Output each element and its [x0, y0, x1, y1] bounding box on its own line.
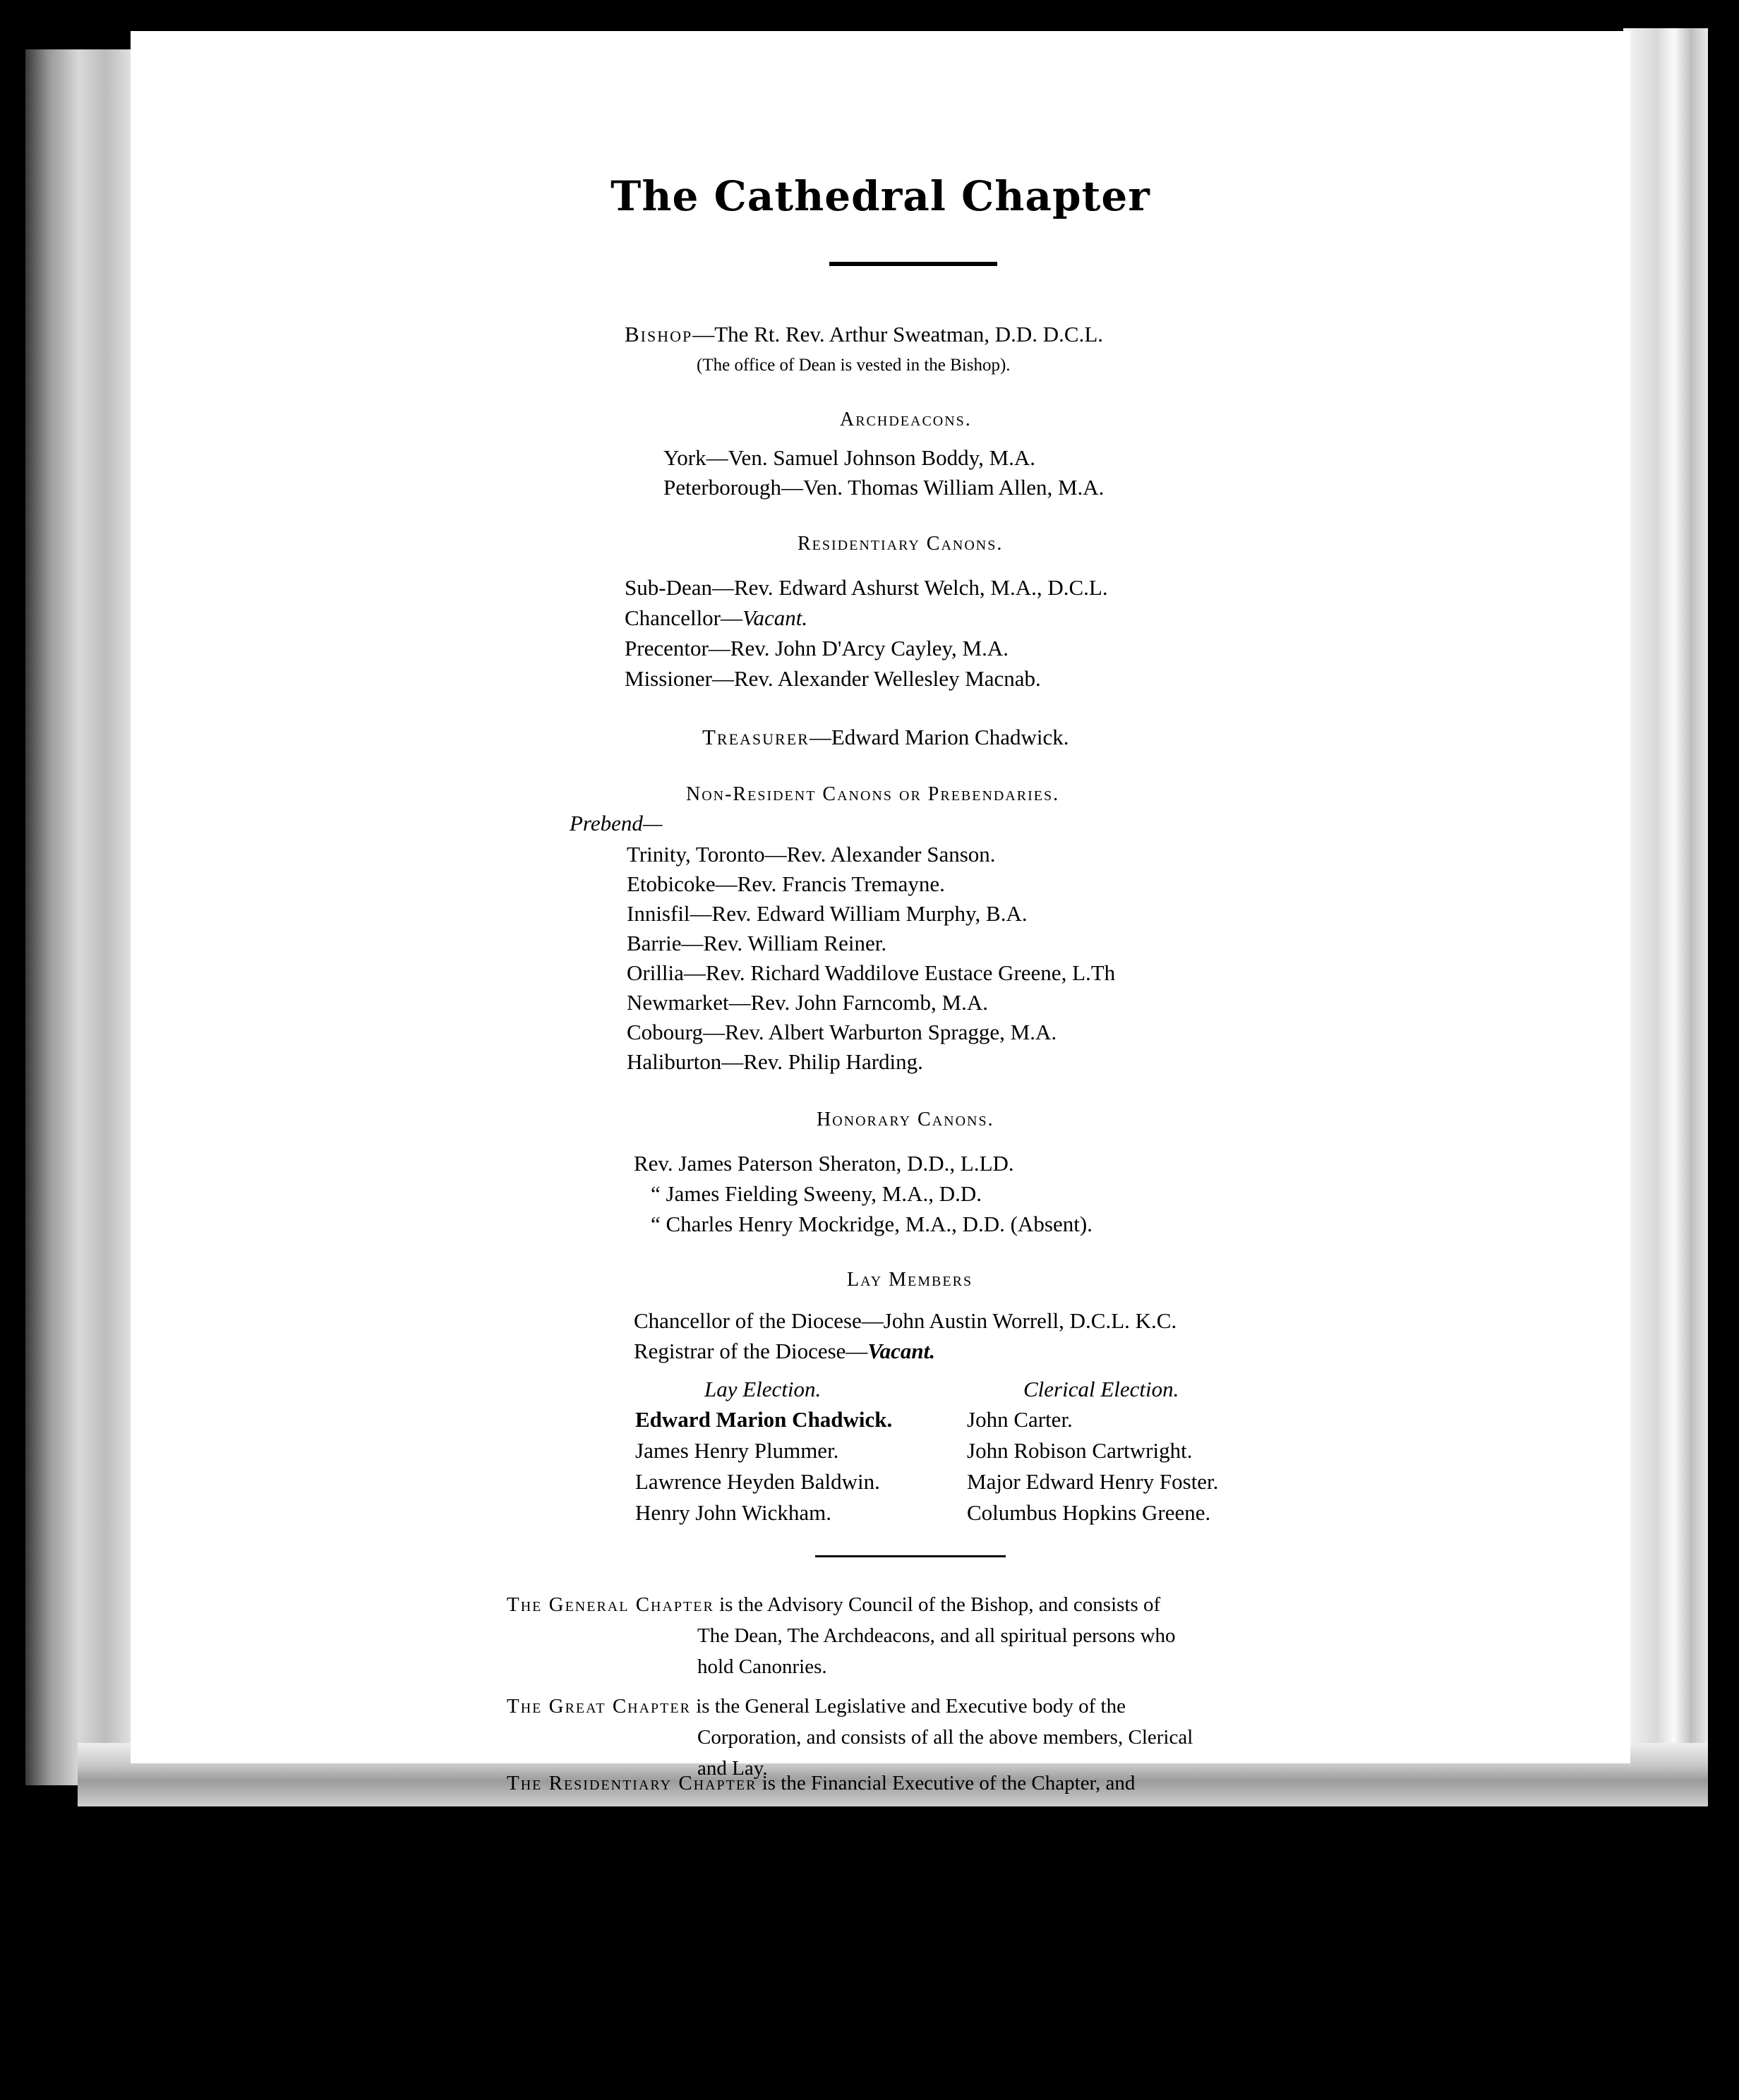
honorary-canon-item: “ Charles Henry Mockridge, M.A., D.D. (Absent). — [651, 1212, 1093, 1236]
note-term: The General Chapter — [507, 1593, 714, 1616]
non-resident-heading: Non-Resident Canons or Prebendaries. — [686, 783, 1060, 805]
clerical-election-item: John Robison Cartwright. — [967, 1438, 1193, 1463]
prebendary-item: Barrie—Rev. William Reiner. — [627, 931, 887, 955]
treasurer-text: —Edward Marion Chadwick. — [809, 725, 1069, 749]
clerical-election-item: Major Edward Henry Foster. — [967, 1469, 1219, 1494]
canon-text: Sub-Dean—Rev. Edward Ashurst Welch, M.A., D.C.L. — [625, 575, 1108, 600]
note-term: The Residentiary Chapter — [507, 1772, 757, 1794]
bishop-line — [625, 320, 1103, 349]
note-line: Canons, and the Lay Members. — [697, 1834, 953, 1857]
archdeacons-heading: Archdeacons. — [840, 409, 972, 430]
lay-member-item — [634, 1337, 935, 1365]
canon-text: Chancellor— — [625, 605, 743, 630]
canon-vacant: Vacant. — [742, 605, 808, 630]
prebendary-item: Cobourg—Rev. Albert Warburton Spragge, M.A. — [627, 1020, 1057, 1044]
bishop-text: —The Rt. Rev. Arthur Sweatman, D.D. D.C.L. — [692, 322, 1103, 346]
lay-election-item: Edward Marion Chadwick. — [635, 1407, 893, 1432]
note-line: Corporation, and consists of all the above members, Clerical — [697, 1726, 1193, 1749]
prebendary-item: Trinity, Toronto—Rev. Alexander Sanson. — [627, 842, 996, 867]
prebendary-item: Haliburton—Rev. Philip Harding. — [627, 1049, 923, 1074]
title-rule — [829, 262, 997, 266]
prebendary-item: Etobicoke—Rev. Francis Tremayne. — [627, 871, 945, 896]
lay-member-vacant: Vacant. — [867, 1339, 936, 1363]
note-line: hold Canonries. — [697, 1655, 827, 1678]
lay-member-text: Chancellor of the Diocese—John Austin Worrell, D.C.L. K.C. — [634, 1308, 1177, 1333]
lay-member-item — [634, 1307, 1177, 1335]
honorary-canon-item: “ James Fielding Sweeny, M.A., D.D. — [651, 1181, 982, 1206]
note-line: is the Advisory Council of the Bishop, and consists of — [719, 1593, 1161, 1616]
treasurer-label: Treasurer — [702, 725, 810, 749]
lay-election-item: James Henry Plummer. — [635, 1438, 839, 1463]
residentiary-canons-heading: Residentiary Canons. — [798, 533, 1004, 555]
canon-text: Precentor—Rev. John D'Arcy Cayley, M.A. — [625, 636, 1009, 660]
document-page — [131, 31, 1630, 1780]
treasurer-line — [702, 723, 1069, 752]
section-divider — [815, 1555, 1006, 1557]
lay-election-item: Lawrence Heyden Baldwin. — [635, 1469, 880, 1494]
page-title: The Cathedral Chapter — [610, 172, 1150, 220]
prebend-label: Prebend— — [570, 811, 663, 835]
clerical-election-heading: Clerical Election. — [1023, 1377, 1179, 1401]
residentiary-canon-item — [625, 665, 1041, 693]
residentiary-canon-item — [625, 634, 1009, 663]
canon-text: Missioner—Rev. Alexander Wellesley Macnab. — [625, 666, 1041, 691]
archdeacon-item: York—Ven. Samuel Johnson Boddy, M.A. — [663, 445, 1036, 470]
note-line: consists of the Dean, The Archdeacons, The Residentiary — [697, 1803, 1166, 1826]
note-line: is the General Legislative and Executive body of the — [696, 1695, 1126, 1718]
residentiary-chapter-note — [507, 1768, 1165, 1861]
lay-election-item: Henry John Wickham. — [635, 1500, 831, 1525]
honorary-canons-heading: Honorary Canons. — [817, 1109, 994, 1130]
residentiary-canon-item — [625, 574, 1108, 602]
clerical-election-item: John Carter. — [967, 1407, 1073, 1432]
honorary-canon-item: Rev. James Paterson Sheraton, D.D., L.LD. — [634, 1151, 1014, 1176]
general-chapter-note — [507, 1589, 1176, 1682]
residentiary-canon-item — [625, 604, 807, 632]
lay-member-text: Registrar of the Diocese— — [634, 1339, 868, 1363]
lay-election-heading: Lay Election. — [704, 1377, 822, 1401]
prebendary-item: Innisfil—Rev. Edward William Murphy, B.A. — [627, 901, 1028, 926]
prebendary-item: Newmarket—Rev. John Farncomb, M.A. — [627, 990, 988, 1015]
note-term: The Great Chapter — [507, 1695, 691, 1718]
archdeacon-item: Peterborough—Ven. Thomas William Allen, M.A. — [663, 475, 1105, 500]
prebendary-item: Orillia—Rev. Richard Waddilove Eustace Greene, L.Th — [627, 960, 1116, 985]
note-line: The Dean, The Archdeacons, and all spiritual persons who — [697, 1624, 1176, 1647]
note-line: is the Financial Executive of the Chapter, and — [762, 1772, 1136, 1794]
bishop-label: Bishop — [625, 322, 693, 346]
note-line: and Lay. — [697, 1757, 768, 1780]
lay-members-heading: Lay Members — [847, 1269, 973, 1291]
right-book-edge — [1623, 28, 1708, 1778]
bishop-note: (The office of Dean is vested in the Bishop). — [697, 356, 1011, 375]
clerical-election-item: Columbus Hopkins Greene. — [967, 1500, 1211, 1525]
